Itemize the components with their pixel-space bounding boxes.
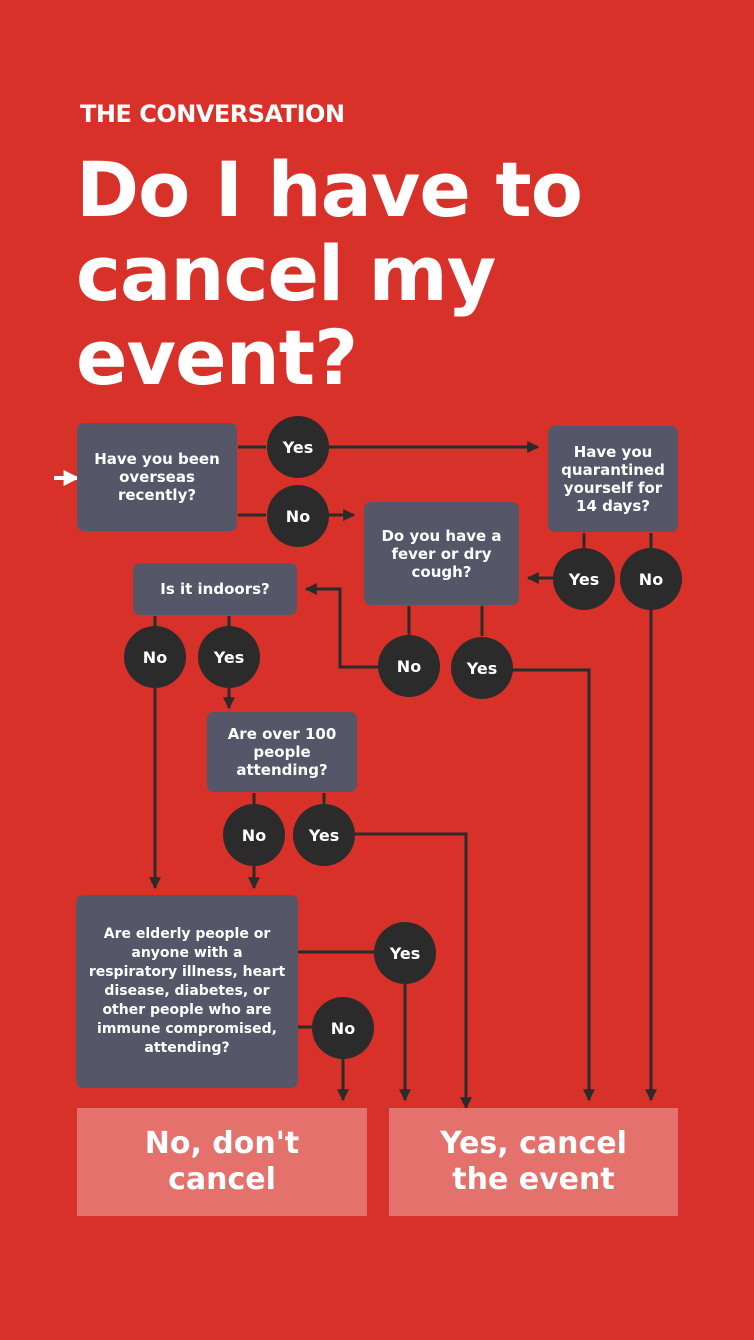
question-indoors: Is it indoors? [133, 563, 297, 615]
answer-indoors-yes: Yes [198, 626, 260, 688]
answer-fever-no: No [378, 635, 440, 697]
answer-over-100-yes: Yes [293, 804, 355, 866]
title-line-3: event? [76, 313, 358, 402]
answer-elderly-yes: Yes [374, 922, 436, 984]
answer-overseas-no: No [267, 485, 329, 547]
answer-quarantined-no: No [620, 548, 682, 610]
answer-indoors-no: No [124, 626, 186, 688]
answer-fever-yes: Yes [451, 637, 513, 699]
title-line-1: Do I have to [76, 145, 582, 234]
answer-quarantined-yes: Yes [553, 548, 615, 610]
question-fever: Do you have a fever or dry cough? [364, 502, 519, 605]
answer-overseas-yes: Yes [267, 416, 329, 478]
answer-over-100-no: No [223, 804, 285, 866]
brand-logo: THE CONVERSATION [80, 100, 345, 128]
title-line-2: cancel my [76, 229, 496, 318]
question-over-100: Are over 100 people attending? [207, 712, 357, 792]
answer-elderly-no: No [312, 997, 374, 1059]
question-elderly: Are elderly people or anyone with a respiratory illness, heart disease, diabetes, or other people who are immune compromised, attending? [76, 895, 298, 1088]
question-quarantined: Have you quarantined yourself for 14 days? [548, 426, 678, 532]
outcome-dont-cancel: No, don't cancel [77, 1108, 367, 1216]
question-overseas: Have you been overseas recently? [77, 423, 237, 531]
outcome-cancel: Yes, cancel the event [389, 1108, 678, 1216]
